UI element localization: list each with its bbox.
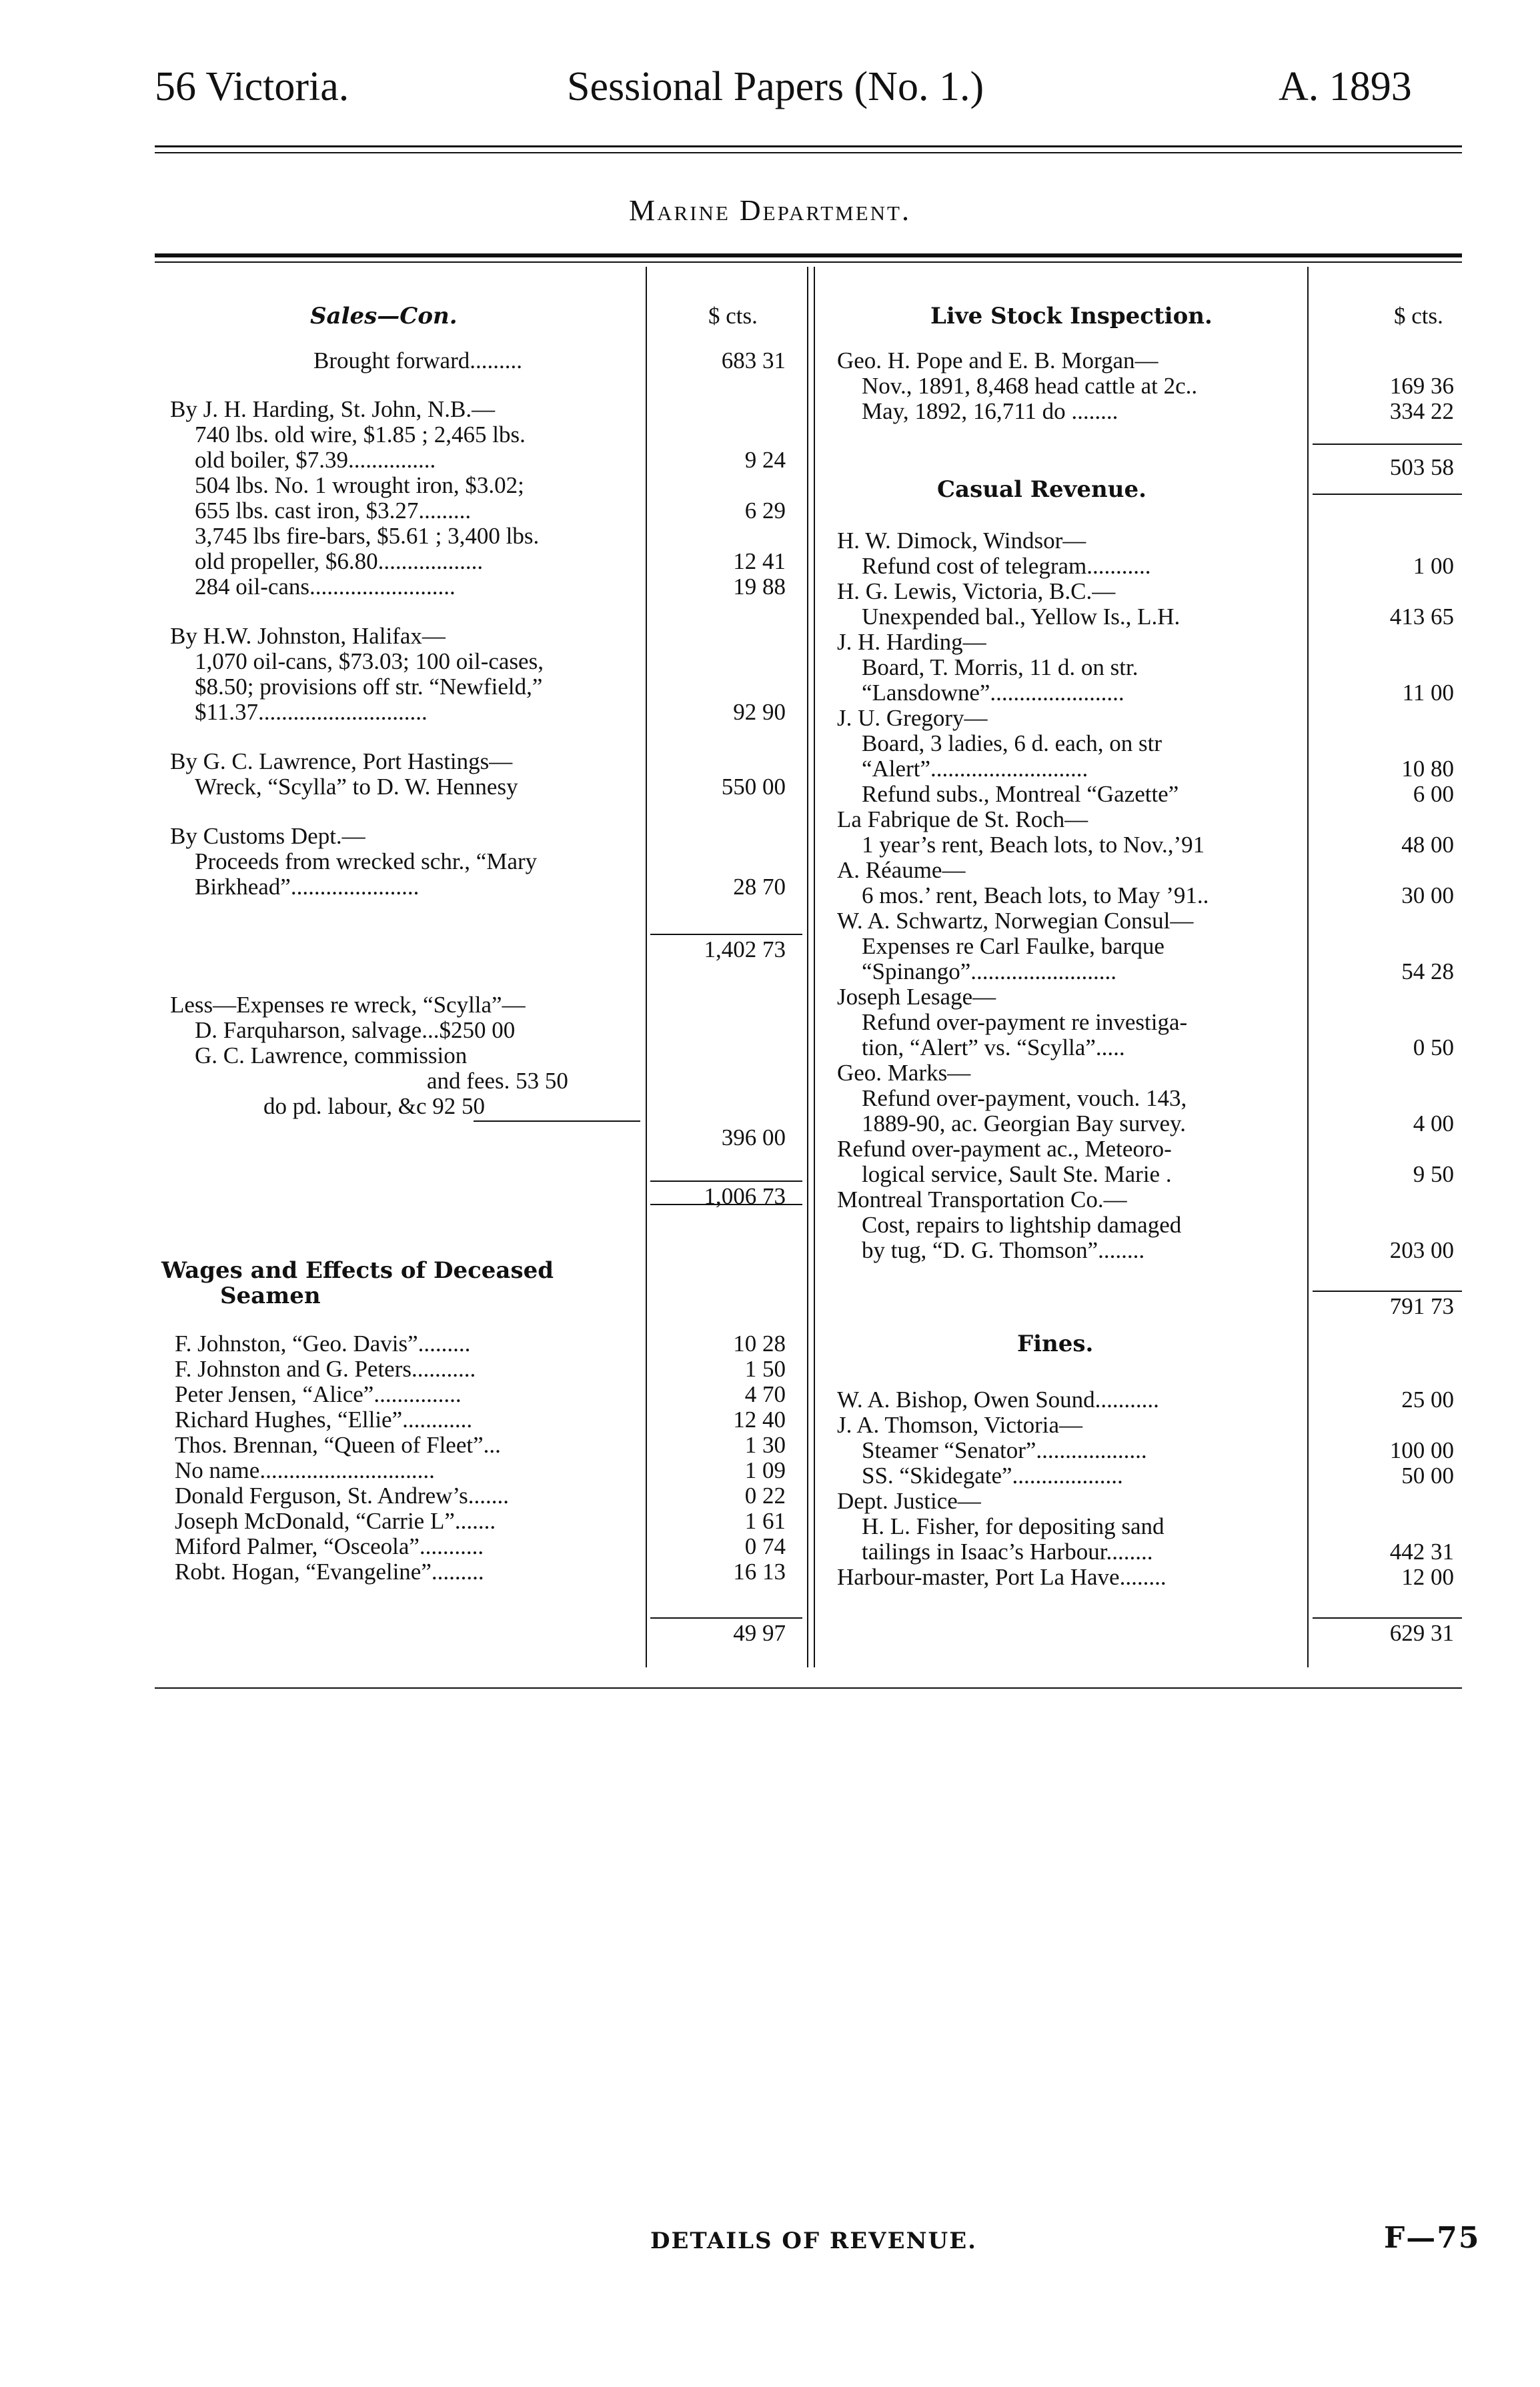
right-entry-text: J. U. Gregory— xyxy=(837,705,988,731)
casual-revenue-heading: Casual Revenue. xyxy=(937,476,1146,503)
header-rule-2 xyxy=(155,152,1462,153)
right-entry-text: 6 mos.’ rent, Beach lots, to May ’91.. xyxy=(862,882,1209,908)
right-entry-amount: 442 31 xyxy=(1389,1539,1454,1565)
left-entry-text: Peter Jensen, “Alice”............... xyxy=(175,1381,462,1407)
right-entry-amount: 10 80 xyxy=(1401,756,1454,782)
right-entry-amount: 1 00 xyxy=(1413,553,1454,579)
right-entry-text: tion, “Alert” vs. “Scylla”..... xyxy=(862,1034,1125,1060)
casual-total-rule xyxy=(1313,1291,1462,1292)
right-entry-text: Refund over-payment re investiga- xyxy=(862,1009,1188,1035)
right-entry-amount: 30 00 xyxy=(1401,882,1454,908)
right-entry-text: by tug, “D. G. Thomson”........ xyxy=(862,1237,1145,1263)
right-entry-amount: 12 00 xyxy=(1401,1564,1454,1590)
left-entry-text: Thos. Brennan, “Queen of Fleet”... xyxy=(175,1432,501,1458)
right-entry-text: Unexpended bal., Yellow Is., L.H. xyxy=(862,604,1181,630)
left-entry-text: Birkhead”...................... xyxy=(195,874,420,900)
right-entry-text: A. Réaume— xyxy=(837,857,966,883)
fines-heading: Fines. xyxy=(1017,1331,1094,1357)
right-entry-text: Geo. H. Pope and E. B. Morgan— xyxy=(837,347,1159,373)
left-entry-amount: 1 30 xyxy=(744,1432,786,1458)
left-entry-amount: 92 90 xyxy=(733,699,786,725)
left-entry-amount: 396 00 xyxy=(721,1124,786,1150)
right-entry-amount: 25 00 xyxy=(1401,1387,1454,1413)
left-entry-text: Proceeds from wrecked schr., “Mary xyxy=(195,848,538,874)
left-entry-text: 3,745 lbs fire-bars, $5.61 ; 3,400 lbs. xyxy=(195,523,540,549)
left-entry-text: $11.37............................. xyxy=(195,699,428,725)
right-entry-text: Board, T. Morris, 11 d. on str. xyxy=(862,654,1138,680)
left-entry-text: and fees. 53 50 xyxy=(427,1068,568,1094)
left-entry-amount: 1,006 73 xyxy=(704,1183,786,1209)
center-divider-1 xyxy=(807,267,808,1667)
left-entry-text: F. Johnston and G. Peters........... xyxy=(175,1356,476,1382)
left-entry-text: Robt. Hogan, “Evangeline”......... xyxy=(175,1559,484,1585)
right-entry-amount: 203 00 xyxy=(1389,1237,1454,1263)
table-top-rule-2 xyxy=(155,261,1462,263)
right-entry-text: Refund subs., Montreal “Gazette” xyxy=(862,781,1179,807)
right-entry-amount: 6 00 xyxy=(1413,781,1454,807)
left-currency-header: $ cts. xyxy=(708,303,758,329)
left-entry-text: Less—Expenses re wreck, “Scylla”— xyxy=(170,992,526,1018)
left-entry-text: By H.W. Johnston, Halifax— xyxy=(170,623,446,649)
right-entry-text: Joseph Lesage— xyxy=(837,984,996,1010)
left-entry-amount: 16 13 xyxy=(733,1559,786,1585)
right-entry-text: H. L. Fisher, for depositing sand xyxy=(862,1513,1165,1539)
right-entry-amount: 0 50 xyxy=(1413,1034,1454,1060)
right-entry-text: 1889-90, ac. Georgian Bay survey. xyxy=(862,1110,1186,1136)
left-entry-amount: 1 61 xyxy=(744,1508,786,1534)
left-entry-text: G. C. Lawrence, commission xyxy=(195,1042,468,1068)
livestock-total-rule xyxy=(1313,444,1462,445)
right-entry-text: La Fabrique de St. Roch— xyxy=(837,806,1088,832)
left-entry-amount: 0 74 xyxy=(744,1533,786,1559)
right-entry-amount: 100 00 xyxy=(1389,1437,1454,1463)
left-column-divider xyxy=(646,267,647,1667)
right-entry-text: Montreal Transportation Co.— xyxy=(837,1186,1127,1213)
table-bottom-rule xyxy=(155,1687,1462,1689)
left-entry-text: do pd. labour, &c 92 50 xyxy=(263,1093,486,1119)
page-title: Marine Department. xyxy=(629,194,911,227)
left-entry-amount: 6 29 xyxy=(744,498,786,524)
right-entry-text: Refund cost of telegram........... xyxy=(862,553,1151,579)
right-entry-amount: 334 22 xyxy=(1389,398,1454,424)
fines-total-rule xyxy=(1313,1617,1462,1619)
right-entry-text: H. G. Lewis, Victoria, B.C.— xyxy=(837,578,1116,604)
left-entry-text: Wreck, “Scylla” to D. W. Hennesy xyxy=(195,774,518,800)
left-entry-amount: 550 00 xyxy=(721,774,786,800)
right-entry-text: “Spinango”......................... xyxy=(862,958,1117,984)
left-entry-amount: 683 31 xyxy=(721,347,786,373)
left-entry-amount: 1,402 73 xyxy=(704,936,786,962)
left-entry-text: old propeller, $6.80.................. xyxy=(195,548,484,574)
table-top-rule xyxy=(155,253,1462,257)
header-session: 56 Victoria. xyxy=(155,64,349,109)
left-entry-amount: 9 24 xyxy=(744,447,786,473)
right-column-divider xyxy=(1307,267,1309,1667)
left-entry-text: 504 lbs. No. 1 wrought iron, $3.02; xyxy=(195,472,524,498)
left-entry-text: Richard Hughes, “Ellie”............ xyxy=(175,1407,473,1433)
left-entry-text: old boiler, $7.39............... xyxy=(195,447,436,473)
left-entry-text: 655 lbs. cast iron, $3.27......... xyxy=(195,498,472,524)
header-papers: Sessional Papers (No. 1.) xyxy=(567,64,984,109)
right-currency-header: $ cts. xyxy=(1394,303,1443,329)
left-entry-amount: 4 70 xyxy=(744,1381,786,1407)
left-entry-amount: 1 09 xyxy=(744,1457,786,1483)
right-entry-text: tailings in Isaac’s Harbour........ xyxy=(862,1539,1153,1565)
left-entry-amount: 19 88 xyxy=(733,574,786,600)
left-net-rule xyxy=(650,1180,802,1182)
left-entry-amount: 1 50 xyxy=(744,1356,786,1382)
center-divider-2 xyxy=(814,267,815,1667)
right-entry-amount: 9 50 xyxy=(1413,1161,1454,1187)
left-entry-amount: 10 28 xyxy=(733,1331,786,1357)
right-entry-text: Cost, repairs to lightship damaged xyxy=(862,1212,1182,1238)
right-entry-text: Nov., 1891, 8,468 head cattle at 2c.. xyxy=(862,373,1198,399)
right-entry-text: Steamer “Senator”................... xyxy=(862,1437,1147,1463)
live-stock-heading: Live Stock Inspection. xyxy=(930,303,1213,329)
right-entry-text: Harbour-master, Port La Have........ xyxy=(837,1564,1167,1590)
left-entry-text: No name.............................. xyxy=(175,1457,435,1483)
right-entry-text: W. A. Bishop, Owen Sound........... xyxy=(837,1387,1159,1413)
right-entry-text: W. A. Schwartz, Norwegian Consul— xyxy=(837,908,1194,934)
footer-page-number: F—75 xyxy=(1384,2221,1481,2255)
left-entry-text: D. Farquharson, salvage...$250 00 xyxy=(195,1017,516,1043)
right-entry-amount: 50 00 xyxy=(1401,1463,1454,1489)
right-entry-text: Expenses re Carl Faulke, barque xyxy=(862,933,1165,959)
right-entry-amount: 11 00 xyxy=(1402,680,1454,706)
right-entry-text: SS. “Skidegate”................... xyxy=(862,1463,1123,1489)
left-entry-text: Miford Palmer, “Osceola”........... xyxy=(175,1533,484,1559)
right-entry-amount: 503 58 xyxy=(1389,454,1454,480)
left-entry-text: 740 lbs. old wire, $1.85 ; 2,465 lbs. xyxy=(195,422,526,448)
right-entry-text: H. W. Dimock, Windsor— xyxy=(837,528,1086,554)
header-year: A. 1893 xyxy=(1279,64,1412,109)
left-entry-amount: 0 22 xyxy=(744,1483,786,1509)
left-entry-amount: 12 40 xyxy=(733,1407,786,1433)
right-entry-text: Refund over-payment, vouch. 143, xyxy=(862,1085,1187,1111)
livestock-total-rule-bottom xyxy=(1313,494,1462,495)
wages-heading-line-1: Wages and Effects of Deceased xyxy=(161,1257,554,1284)
left-entry-text: Donald Ferguson, St. Andrew’s....... xyxy=(175,1483,510,1509)
left-entry-text: 1,070 oil-cans, $73.03; 100 oil-cases, xyxy=(195,648,544,674)
left-entry-text: By J. H. Harding, St. John, N.B.— xyxy=(170,396,496,422)
left-entry-text: By G. C. Lawrence, Port Hastings— xyxy=(170,748,513,774)
left-entry-amount: 28 70 xyxy=(733,874,786,900)
wages-heading-line-2: Seamen xyxy=(220,1283,321,1309)
footer-title: DETAILS OF REVENUE. xyxy=(650,2228,977,2254)
left-entry-text: F. Johnston, “Geo. Davis”......... xyxy=(175,1331,471,1357)
right-entry-text: “Alert”........................... xyxy=(862,756,1088,782)
right-entry-amount: 4 00 xyxy=(1413,1110,1454,1136)
right-entry-amount: 413 65 xyxy=(1389,604,1454,630)
right-entry-amount: 54 28 xyxy=(1401,958,1454,984)
right-entry-text: J. A. Thomson, Victoria— xyxy=(837,1412,1082,1438)
right-entry-amount: 48 00 xyxy=(1401,832,1454,858)
right-entry-amount: 791 73 xyxy=(1389,1293,1454,1319)
right-entry-text: Board, 3 ladies, 6 d. each, on str xyxy=(862,730,1163,756)
left-entry-amount: 12 41 xyxy=(733,548,786,574)
left-entry-text: By Customs Dept.— xyxy=(170,823,365,849)
header-rule-1 xyxy=(155,145,1462,147)
left-entry-text: $8.50; provisions off str. “Newfield,” xyxy=(195,674,543,700)
sales-heading: Sales—Con. xyxy=(310,303,458,329)
left-subtotal-rule xyxy=(650,934,802,935)
right-entry-amount: 629 31 xyxy=(1389,1620,1454,1646)
left-entry-text: 284 oil-cans......................... xyxy=(195,574,456,600)
wages-total-rule xyxy=(650,1617,802,1619)
right-entry-text: logical service, Sault Ste. Marie . xyxy=(862,1161,1172,1187)
right-entry-text: “Lansdowne”....................... xyxy=(862,680,1124,706)
right-entry-amount: 169 36 xyxy=(1389,373,1454,399)
right-entry-text: May, 1892, 16,711 do ........ xyxy=(862,398,1118,424)
right-entry-text: 1 year’s rent, Beach lots, to Nov.,’91 xyxy=(862,832,1205,858)
left-entry-amount: 49 97 xyxy=(733,1620,786,1646)
right-entry-text: Refund over-payment ac., Meteoro- xyxy=(837,1136,1172,1162)
left-entry-text: Joseph McDonald, “Carrie L”....... xyxy=(175,1508,496,1534)
right-entry-text: Dept. Justice— xyxy=(837,1488,981,1514)
left-entry-text: Brought forward......... xyxy=(313,347,523,373)
right-entry-text: Geo. Marks— xyxy=(837,1060,971,1086)
expenses-rule xyxy=(474,1120,640,1122)
right-entry-text: J. H. Harding— xyxy=(837,629,986,655)
